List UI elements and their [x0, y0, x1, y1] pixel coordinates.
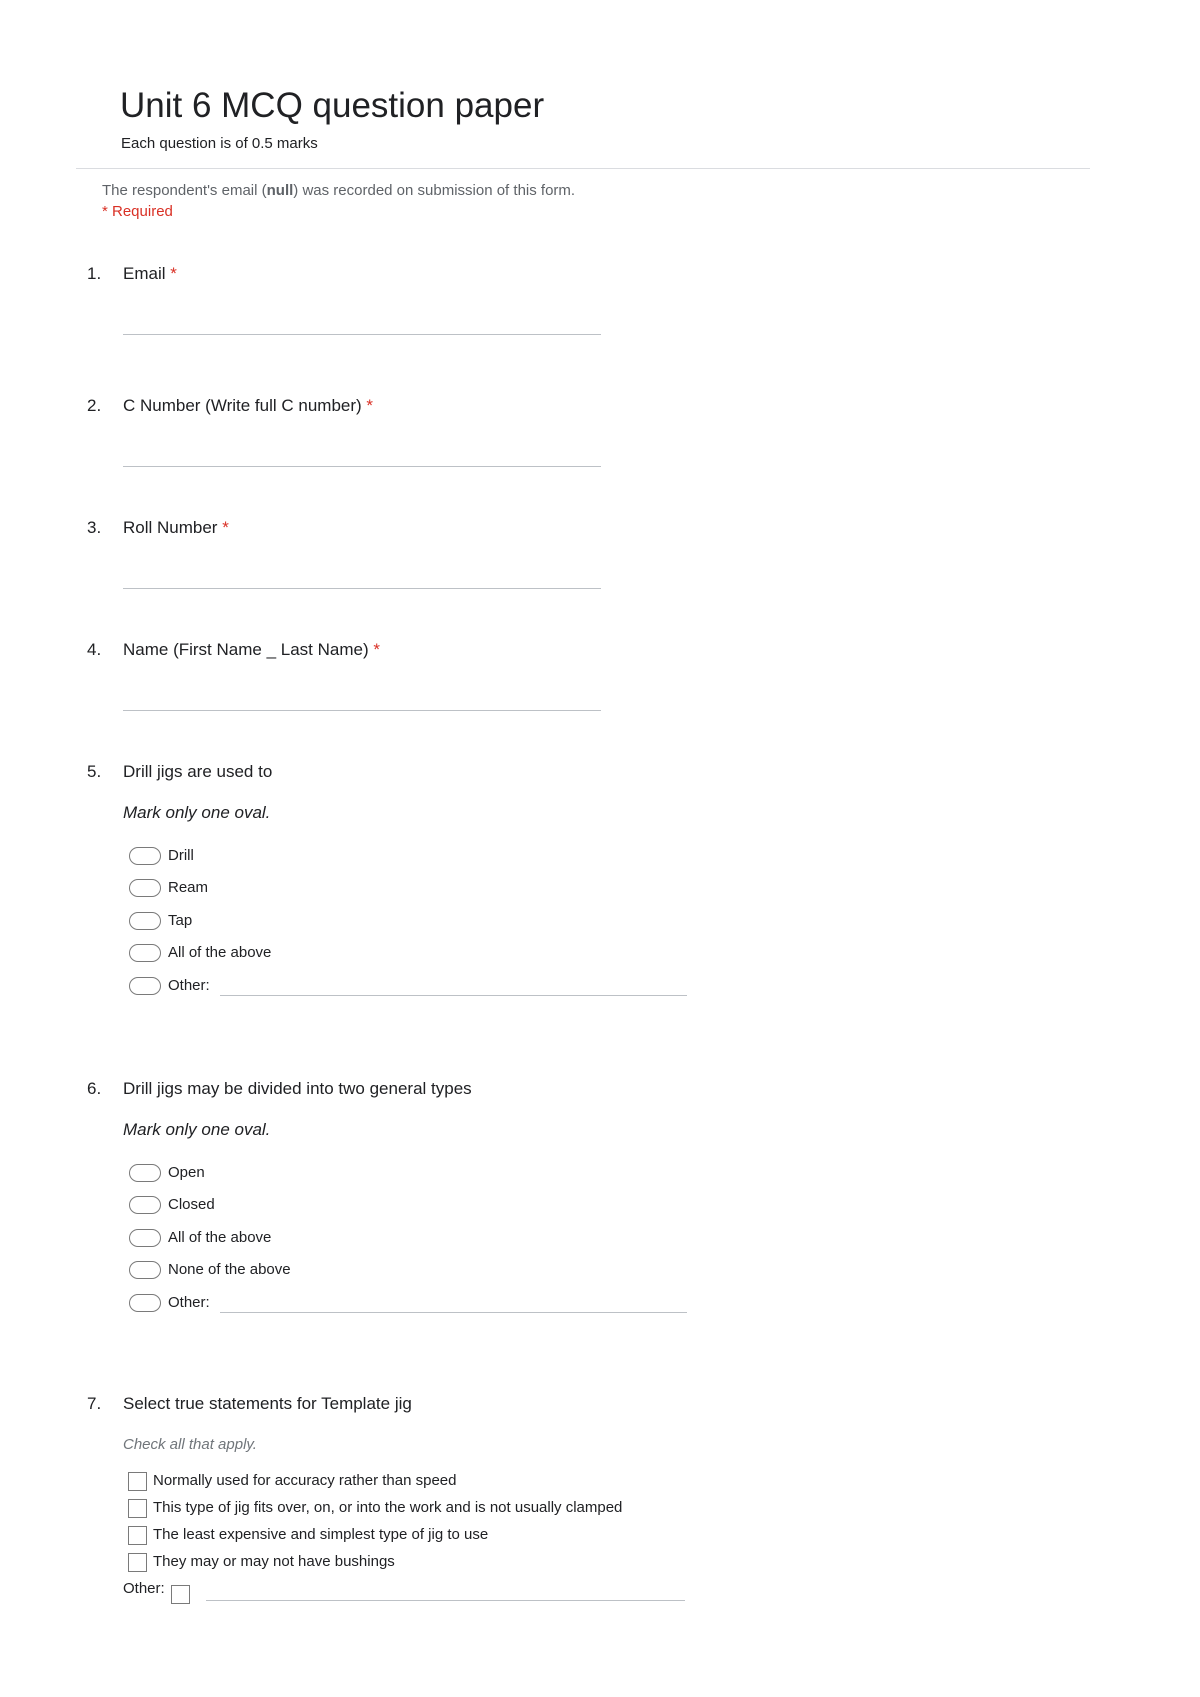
email-recorded-note: The respondent's email (null) was recorded on submission of this form.: [102, 182, 576, 199]
required-star: *: [366, 396, 374, 415]
radio-none-of-the-above[interactable]: [129, 1261, 161, 1279]
option-label: This type of jig fits over, on, or into the work and is not usually clamped: [153, 1499, 623, 1516]
checkbox-other[interactable]: [171, 1585, 190, 1604]
other-label: Other:: [123, 1580, 165, 1597]
email-answer-field[interactable]: [123, 334, 601, 335]
required-note: * Required: [102, 203, 173, 220]
option-label: All of the above: [168, 1229, 272, 1246]
radio-ream[interactable]: [129, 879, 161, 897]
question-number: 6.: [87, 1079, 102, 1098]
radio-drill[interactable]: [129, 847, 161, 865]
other-text-field[interactable]: [220, 995, 687, 996]
option-label: Normally used for accuracy rather than speed: [153, 1472, 457, 1489]
form-description: Each question is of 0.5 marks: [121, 135, 318, 152]
radio-other[interactable]: [129, 977, 161, 995]
other-text-field[interactable]: [220, 1312, 687, 1313]
question-instruction: Check all that apply.: [123, 1436, 257, 1453]
option-label: Other:: [168, 977, 210, 994]
question-template-jig: Select true statements for Template jig: [123, 1394, 412, 1413]
required-star: *: [222, 518, 229, 537]
question-instruction: Mark only one oval.: [123, 1120, 271, 1139]
option-label: Open: [168, 1164, 205, 1181]
question-number: 1.: [87, 264, 102, 283]
option-label: They may or may not have bushings: [153, 1553, 395, 1570]
radio-all-of-the-above[interactable]: [129, 1229, 161, 1247]
option-label: None of the above: [168, 1261, 291, 1278]
question-drill-jig-types: Drill jigs may be divided into two general types: [123, 1079, 472, 1098]
form-title: Unit 6 MCQ question paper: [120, 86, 545, 125]
question-number: 2.: [87, 396, 102, 415]
question-roll-number: Roll Number *: [123, 518, 229, 537]
option-label: Closed: [168, 1196, 215, 1213]
question-name: Name (First Name _ Last Name) *: [123, 640, 380, 659]
c-number-answer-field[interactable]: [123, 466, 601, 467]
question-number: 7.: [87, 1394, 102, 1413]
radio-all-of-the-above[interactable]: [129, 944, 161, 962]
checkbox-accuracy-rather-than-speed[interactable]: [128, 1472, 147, 1491]
question-drill-jigs-used: Drill jigs are used to: [123, 762, 273, 781]
checkbox-fits-over-work[interactable]: [128, 1499, 147, 1518]
question-number: 4.: [87, 640, 102, 659]
name-answer-field[interactable]: [123, 710, 601, 711]
checkbox-least-expensive[interactable]: [128, 1526, 147, 1545]
question-email: Email *: [123, 264, 177, 283]
option-label: All of the above: [168, 944, 272, 961]
other-text-field[interactable]: [206, 1600, 685, 1601]
radio-other[interactable]: [129, 1294, 161, 1312]
question-instruction: Mark only one oval.: [123, 803, 271, 822]
option-label: The least expensive and simplest type of jig to use: [153, 1526, 489, 1543]
question-number: 5.: [87, 762, 102, 781]
option-label: Other:: [168, 1294, 210, 1311]
option-label: Drill: [168, 847, 194, 864]
header-divider: [76, 168, 1090, 169]
radio-tap[interactable]: [129, 912, 161, 930]
option-label: Tap: [168, 912, 193, 929]
option-label: Ream: [168, 879, 209, 896]
required-star: *: [373, 640, 380, 659]
email-value: null: [266, 182, 294, 199]
required-star: *: [170, 264, 177, 283]
radio-closed[interactable]: [129, 1196, 161, 1214]
question-c-number: C Number (Write full C number) *: [123, 396, 374, 415]
radio-open[interactable]: [129, 1164, 161, 1182]
roll-number-answer-field[interactable]: [123, 588, 601, 589]
checkbox-bushings[interactable]: [128, 1553, 147, 1572]
question-number: 3.: [87, 518, 102, 537]
